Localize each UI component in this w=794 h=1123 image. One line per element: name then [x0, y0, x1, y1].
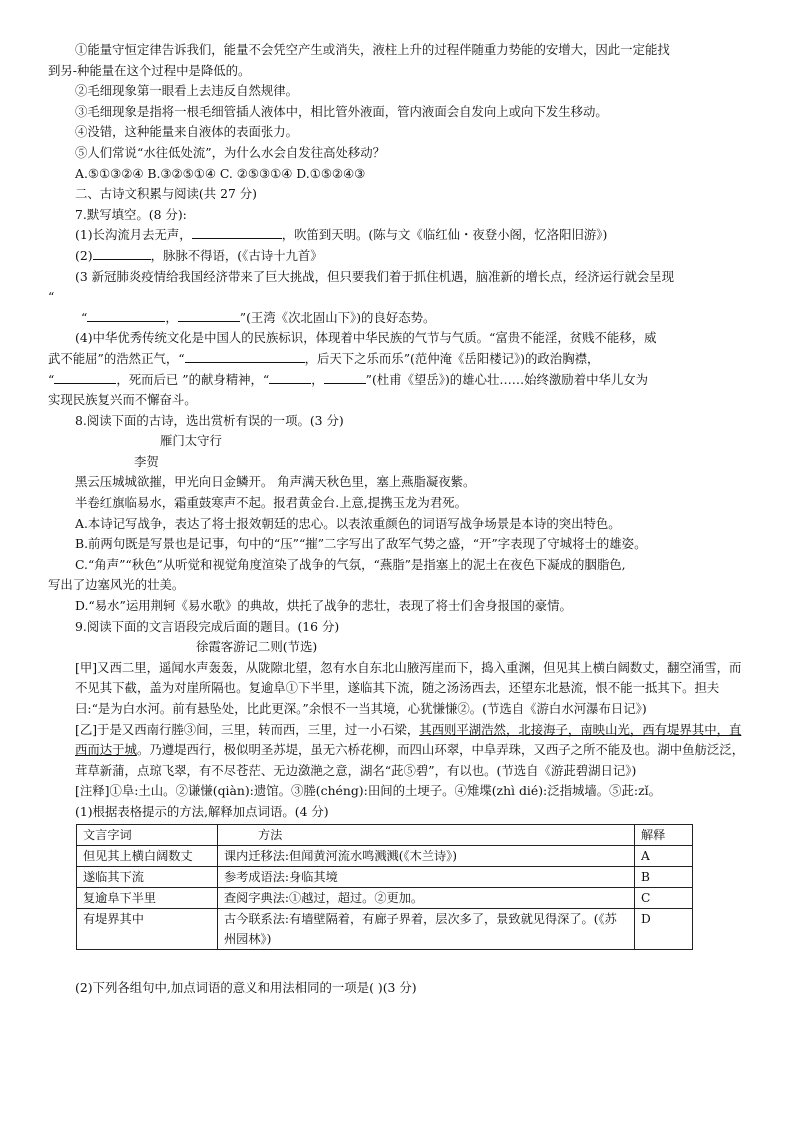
q7-line-4: “ ， ”(王湾《次北固山下》)的良好态势。 — [81, 309, 436, 325]
poem-line-2: 半卷红旗临易水，霜重鼓寒声不起。报君黄金台.上意,提携玉龙为君死。 — [75, 495, 467, 511]
fill-blank[interactable] — [269, 370, 311, 384]
table-row — [77, 845, 693, 866]
table-header-row — [77, 824, 693, 845]
poem-line-1: 黑云压城城欲摧，甲光向日金鳞开。 角声满天秋色里，塞上燕脂凝夜紫。 — [75, 474, 476, 490]
method-table — [76, 824, 693, 950]
poem-author: 李贺 — [134, 453, 159, 469]
table-cell: 查阅字典法:①越过，超过。②更加。 — [218, 887, 635, 908]
q7-line-3: (3 新冠肺炎疫情给我国经济带来了巨大挑战，但只要我们着于抓住机遇，脑准新的增长点，经济运行就会呈现 — [75, 268, 675, 284]
q6-sentence-5: ⑤人们常说“水往低处流”，为什么水会自发往高处移动？ — [75, 144, 386, 160]
fill-blank[interactable] — [324, 370, 366, 384]
q6-options: A.⑤①③②④ B.③②⑤①④ C. ②⑤③①④ D.①⑤②④③ — [75, 165, 366, 181]
exam-page — [48, 40, 748, 998]
q7-line-2: (2) ，脉脉不得语，(《古诗十九首》 — [75, 247, 323, 263]
q7-line-5: (4)中华优秀传统文化是中国人的民族标识，体现着中华民族的气节与气质。“富贵不能淫，贫贱不能移，威 — [75, 330, 657, 346]
table-header-cell: 文言字词 — [77, 824, 218, 845]
answer-cell[interactable]: A — [635, 845, 693, 866]
q6-sentence-1b: 到另-种能量在这个过程中是降低的。 — [48, 62, 251, 78]
table-cell: 复逾阜下半里 — [77, 887, 218, 908]
q7-line-8: 实现民族复兴而不懈奋斗。 — [48, 392, 197, 408]
passage-yi: [乙]于是又西南行塍③间，三里，转而西，三里，过一小石梁，其西则平湖浩然，北接海子，南映山光，西有堤界其中，直西而达于城。乃遵堤西行，极似明圣苏堤，虽无六桥花柳，而四山环翠，中阜弄珠，又西子之所不能及也。湖中鱼舫泛泛，茸草新蒲，点琼飞翠，有不尽苍茫、无边潋滟之意，湖名“茈⑤碧”，有以也。(节选自《游茈碧湖日记》) — [75, 721, 745, 778]
table-cell: 古今联系法:有墙壁隔着，有廊子界着，层次多了，景致就见得深了。(《苏州园林》) — [218, 908, 635, 949]
spacer — [48, 950, 748, 978]
q7-line-6: 武不能屈”的浩然正气，“ ，后天下之乐而乐”(范仲淹《岳阳楼记》)的政治胸襟， — [48, 350, 600, 366]
q6-sentence-3: ③毛细现象是指将一根毛细管插人液体中，相比管外液面，管内液面会自发向上或向下发生移动。 — [75, 103, 608, 119]
table-cell: 有堤界其中 — [77, 908, 218, 949]
q6-sentence-4: ④没错，这种能量来自液体的表面张力。 — [75, 124, 299, 140]
passage-jia: [甲]又西二里，遥闻水声轰轰，从陇隙北望，忽有水自东北山腋泻崖而下，捣入重渊，但见其上横白阔数丈，翻空涌雪，而不见其下截，盖为对崖所隔也。复逾阜①下半里，遂临其下流，随之汤汤西去，还望东北悬流，恨不能一抵其下。担夫曰:“是为白水河。前有悬坠处，比此更深。”余恨不一当其境，心犹慊慊②。(节选自《游白水河瀑布日记》) — [75, 659, 742, 716]
table-row — [77, 887, 693, 908]
q9-sub-2: (2)下列各组句中,加点词语的意义和用法相同的一项是( )(3 分) — [75, 979, 417, 995]
q6-sentence-2: ②毛细现象第一眼看上去违反自然规律。 — [75, 83, 299, 99]
q8-option-c-2: 写出了边塞风光的壮美。 — [48, 577, 185, 593]
table-cell: 但见其上横白阔数丈 — [77, 845, 218, 866]
poem-title: 雁门太守行 — [160, 433, 222, 449]
answer-cell[interactable]: B — [635, 866, 693, 887]
q8-option-b: B.前两句既是写景也是记事，句中的“压”“摧”二字写出了敌军气势之盛，“开”字表现了守城将士的雄姿。 — [75, 536, 647, 552]
q7-line-1: (1)长沟流月去无声， ，吹笛到天明。(陈与文《临红仙・夜登小阁，忆洛阳旧游》) — [75, 227, 608, 243]
fill-blank[interactable] — [192, 225, 282, 239]
q8-option-d: D.“易水”运用荆轲《易水歌》的典故，烘托了战争的悲壮，表现了将士们舍身报国的豪情。 — [75, 598, 572, 614]
q7-line-3-quote: “ — [48, 289, 55, 305]
table-header-cell: 解释 — [635, 824, 693, 845]
table-row — [77, 866, 693, 887]
annotation: [注释]①阜:土山。②谦慊(qiàn):遗馆。③塍(chéng):田间的土埂子。④雉堞(zhì dié):泛指城墙。⑤茈:zǐ。 — [75, 783, 661, 799]
section-2-title: 二、古诗文积累与阅读(共 27 分) — [75, 186, 257, 202]
fill-blank[interactable] — [93, 246, 151, 260]
q7-title: 7.默写填空。(8 分): — [75, 206, 187, 222]
fill-blank[interactable] — [54, 370, 116, 384]
table-header-cell: 方法 — [218, 824, 635, 845]
q9-sub-1: (1)根据表格提示的方法,解释加点词语。(4 分) — [75, 803, 329, 819]
table-cell: 课内迁移法:但闻黄河流水鸣溅溅(《木兰诗》) — [218, 845, 635, 866]
q8-option-a: A.本诗记写战争，表达了将士报效朝廷的忠心。以表浓重颜色的词语写战争场景是本诗的突出特色。 — [75, 515, 621, 531]
q9-title: 9.阅读下面的文言语段完成后面的题目。(16 分) — [75, 618, 340, 634]
q7-line-7: “ ，死而后已 ”的献身精神，“ ， ”(杜甫《望岳》)的雄心壮……始终激励着中华儿女为 — [48, 371, 649, 387]
answer-cell[interactable]: D — [635, 908, 693, 949]
table-cell: 参考成语法:身临其境 — [218, 866, 635, 887]
table-row — [77, 908, 693, 949]
table-cell: 遂临其下流 — [77, 866, 218, 887]
underlined-sentence: 其西则平湖浩然，北接海子，南映山光，西有堤界其中，直西而达于城 — [75, 721, 742, 758]
answer-cell[interactable]: C — [635, 887, 693, 908]
q8-title: 8.阅读下面的古诗，选出赏析有误的一项。(3 分) — [75, 412, 344, 428]
fill-blank[interactable] — [185, 349, 305, 363]
q8-option-c-1: C.“角声”“秋色”从听觉和视觉角度渲染了战争的气氛，“燕脂”是指塞上的泥土在夜色下凝成的胭脂色, — [75, 556, 626, 572]
fill-blank[interactable] — [178, 308, 240, 322]
fill-blank[interactable] — [87, 308, 165, 322]
q6-sentence-1a: ①能量守恒定律告诉我们，能量不会凭空产生或消失，液柱上升的过程伴随重力势能的安增大，因此一定能找 — [75, 42, 670, 57]
passage-title: 徐霞客游记二则(节选) — [196, 639, 318, 655]
